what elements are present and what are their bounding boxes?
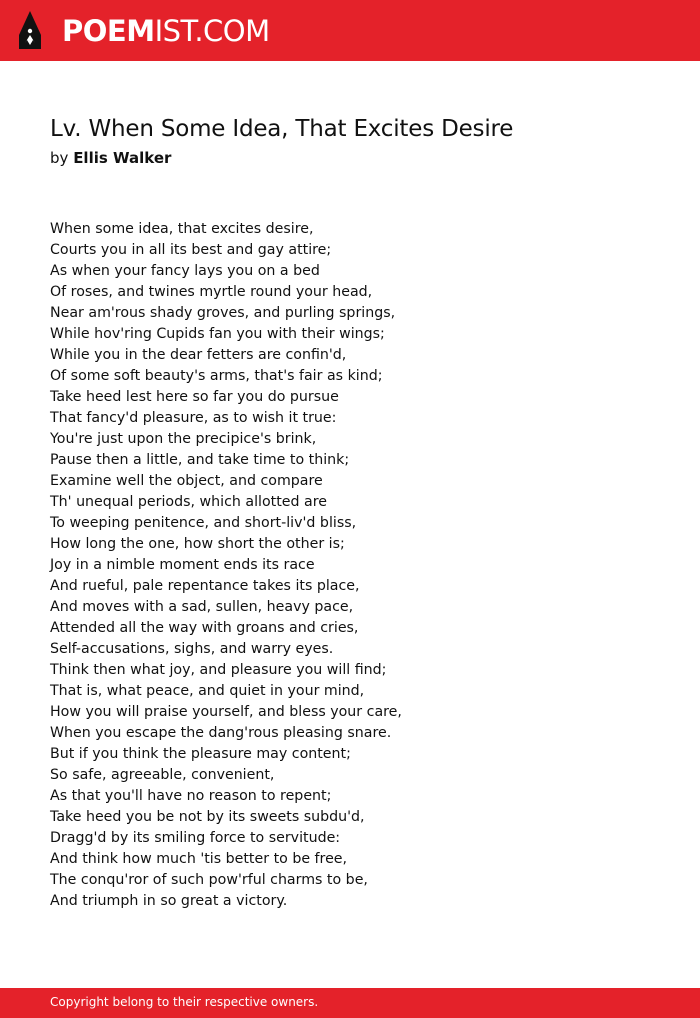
poem-line: How you will praise yourself, and bless your care, xyxy=(50,704,402,720)
site-logo[interactable] xyxy=(62,13,270,49)
poem-line: Joy in a nimble moment ends its race xyxy=(50,557,315,573)
poem-title: Lv. When Some Idea, That Excites Desire xyxy=(50,116,514,142)
author-name: Ellis Walker xyxy=(73,149,172,167)
poem-line: Of some soft beauty's arms, that's fair as kind; xyxy=(50,368,383,384)
poem-line: As that you'll have no reason to repent; xyxy=(50,788,332,804)
poem-line: You're just upon the precipice's brink, xyxy=(50,431,317,447)
brand-bold-text: POEM xyxy=(62,14,155,48)
poem-line: Dragg'd by its smiling force to servitude: xyxy=(50,830,341,846)
poem-line: Attended all the way with groans and cries, xyxy=(50,620,359,636)
poem-line: Th' unequal periods, which allotted are xyxy=(50,494,327,510)
poem-line: Of roses, and twines myrtle round your head, xyxy=(50,284,373,300)
poem-line: Think then what joy, and pleasure you will find; xyxy=(50,662,387,678)
poem-line: Take heed you be not by its sweets subdu'd, xyxy=(50,809,365,825)
poem-line: And moves with a sad, sullen, heavy pace, xyxy=(50,599,354,615)
poem-line: Examine well the object, and compare xyxy=(50,473,323,489)
poem-line: While hov'ring Cupids fan you with their wings; xyxy=(50,326,385,342)
brand-light-text: IST.COM xyxy=(154,14,270,48)
poem-line: Near am'rous shady groves, and purling springs, xyxy=(50,305,396,321)
poem-line: As when your fancy lays you on a bed xyxy=(50,263,320,279)
poem-line: Take heed lest here so far you do pursue xyxy=(50,389,339,405)
poem-line: Courts you in all its best and gay attire; xyxy=(50,242,332,258)
poem-line: When some idea, that excites desire, xyxy=(50,221,314,237)
poem-line: And think how much 'tis better to be free, xyxy=(50,851,348,867)
header-bar xyxy=(0,0,700,61)
poem-line: How long the one, how short the other is; xyxy=(50,536,345,552)
poem-line: But if you think the pleasure may content; xyxy=(50,746,351,762)
poem-line: And rueful, pale repentance takes its place, xyxy=(50,578,360,594)
byline xyxy=(50,149,171,167)
copyright-text: Copyright belong to their respective owners. xyxy=(50,995,319,1009)
poem-line: That is, what peace, and quiet in your mind, xyxy=(50,683,365,699)
by-label: by xyxy=(50,149,69,167)
poem-line: That fancy'd pleasure, as to wish it true: xyxy=(50,410,337,426)
pen-nib-icon xyxy=(18,10,42,50)
poem-line: Pause then a little, and take time to think; xyxy=(50,452,350,468)
poem-line: And triumph in so great a victory. xyxy=(50,893,288,909)
poem-line: The conqu'ror of such pow'rful charms to be, xyxy=(50,872,368,888)
poem-line: When you escape the dang'rous pleasing snare. xyxy=(50,725,392,741)
footer-bar xyxy=(0,988,700,1018)
poem-body xyxy=(50,219,650,912)
poem-line: While you in the dear fetters are confin'd, xyxy=(50,347,347,363)
poem-line: Self-accusations, sighs, and warry eyes. xyxy=(50,641,334,657)
poem-line: So safe, agreeable, convenient, xyxy=(50,767,275,783)
poem-line: To weeping penitence, and short-liv'd bliss, xyxy=(50,515,357,531)
